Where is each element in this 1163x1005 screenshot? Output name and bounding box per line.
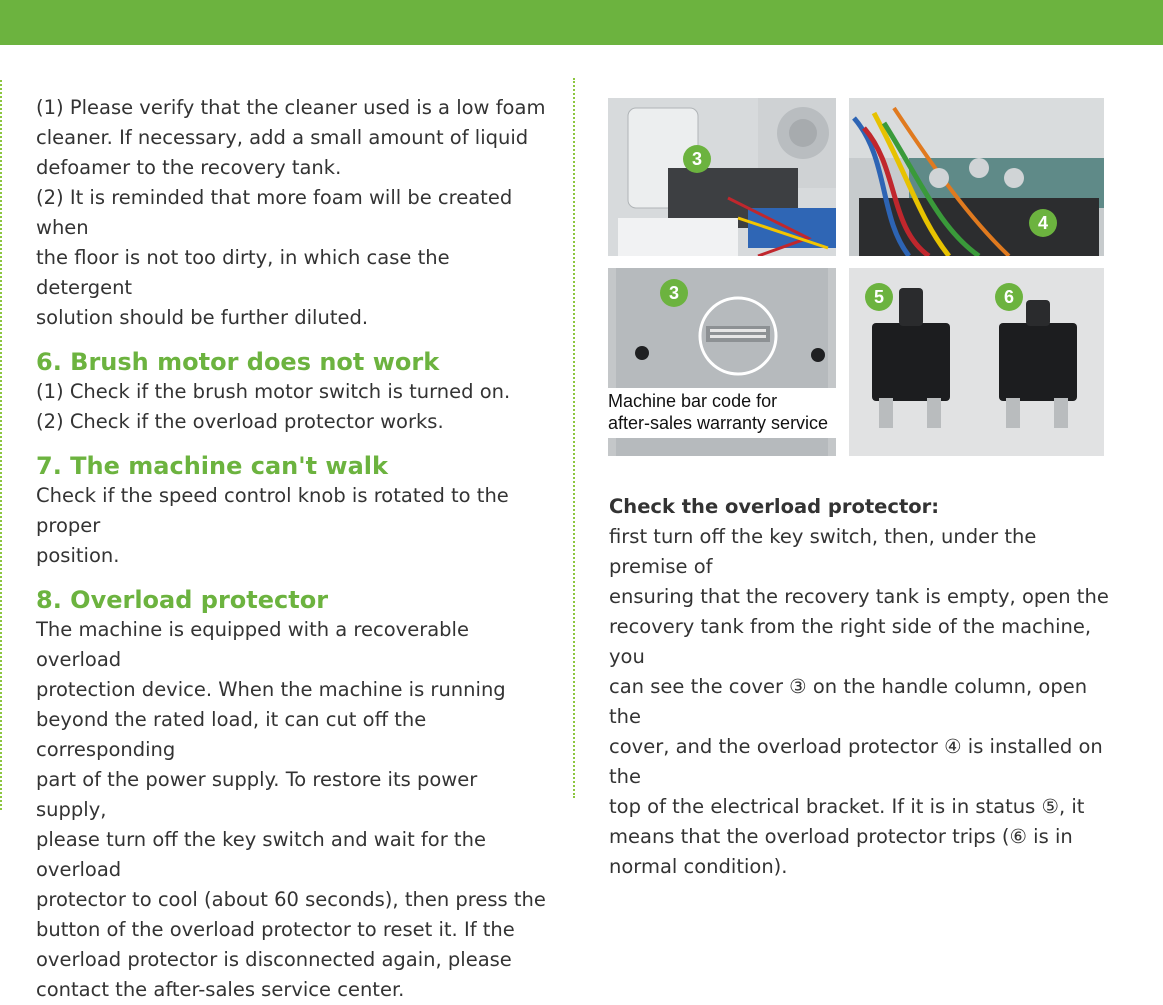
- section-7-heading: 7. The machine can't walk: [36, 452, 388, 480]
- badge-3-top: 3: [683, 145, 711, 173]
- column-divider: [573, 78, 575, 798]
- left-column: [36, 93, 551, 1005]
- section-8-body: The machine is equipped with a recoverable overload protection device. When the machine is running beyond the rated load, it can cut off the corresponding part of the power supply. To restore its power supply, please turn off the key switch and wait for the overload protector to cool (about 60 seconds), then press the button of the overload protector to reset it. If the overload protector is disconnected again, please contact the after-sales service center.: [36, 618, 546, 1001]
- badge-5: 5: [865, 283, 893, 311]
- header-bar: [0, 0, 1163, 45]
- left-edge-dotted-line: [0, 80, 2, 810]
- badge-6: 6: [995, 283, 1023, 311]
- overload-check-title: Check the overload protector:: [609, 495, 940, 518]
- photo-electrical-bracket: [849, 98, 1104, 256]
- handle-column-illustration: [608, 98, 836, 256]
- overload-check-body: first turn off the key switch, then, under the premise of ensuring that the recovery tank is empty, open the recovery tank from the right side of the machine, you can see the cover ③ on the handle column, open the cover, and the overload protector ④ is installed on the top of the electrical bracket. If it is in status ⑤, it means that the overload protector trips (⑥ is in normal condition).: [609, 525, 1109, 878]
- section-8-heading: 8. Overload protector: [36, 586, 329, 614]
- right-column: [609, 492, 1119, 882]
- section-6-heading: 6. Brush motor does not work: [36, 348, 440, 376]
- badge-3-bottom: 3: [660, 279, 688, 307]
- intro-paragraph: (1) Please verify that the cleaner used is a low foam cleaner. If necessary, add a small amount of liquid defoamer to the recovery tank. (2) It is reminded that more foam will be created when the floor is not too dirty, in which case the detergent solution should be further diluted.: [36, 96, 546, 329]
- section-6-body: (1) Check if the brush motor switch is turned on. (2) Check if the overload protector works.: [36, 380, 511, 433]
- wiring-illustration: [849, 98, 1104, 256]
- section-7-body: Check if the speed control knob is rotated to the proper position.: [36, 484, 509, 567]
- photo-overload-protectors: [849, 268, 1104, 456]
- photo-handle-column: [608, 98, 836, 256]
- bar-code-caption: Machine bar code for after-sales warranty service: [608, 388, 838, 438]
- badge-4: 4: [1029, 209, 1057, 237]
